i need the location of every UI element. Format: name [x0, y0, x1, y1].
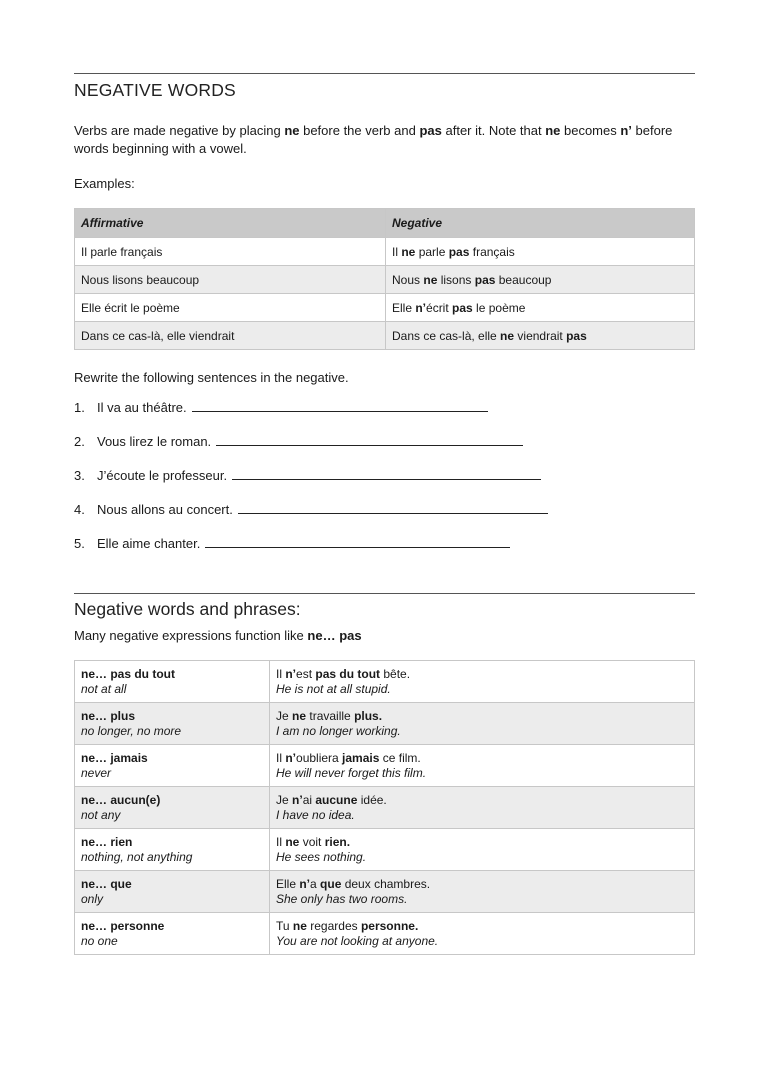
- table-row: [75, 703, 695, 745]
- answer-blank[interactable]: [232, 468, 541, 480]
- expression-cell: [75, 703, 270, 745]
- exercise-sentence: Elle aime chanter.: [97, 536, 201, 551]
- example-translation: He sees nothing.: [276, 850, 367, 864]
- affirmative-cell: Dans ce cas-là, elle viendrait: [75, 322, 386, 350]
- table-row: [75, 661, 695, 703]
- exercise-sentence: J’écoute le professeur.: [97, 468, 228, 483]
- example-cell: [270, 913, 695, 955]
- example-translation: She only has two rooms.: [276, 892, 408, 906]
- section-divider: [74, 73, 695, 74]
- affirmative-cell: Elle écrit le poème: [75, 294, 386, 322]
- example-sentence: Il ne voit rien.: [276, 835, 351, 849]
- expression-meaning: no one: [81, 934, 118, 948]
- table-row: [75, 913, 695, 955]
- examples-label: Examples:: [74, 176, 135, 191]
- example-cell: [270, 661, 695, 703]
- negative-cell: Elle n’écrit pas le poème: [386, 294, 695, 322]
- exercise-number: 4.: [74, 502, 85, 517]
- example-sentence: Je n’ai aucune idée.: [276, 793, 387, 807]
- example-translation: He will never forget this film.: [276, 766, 427, 780]
- expression-cell: [75, 661, 270, 703]
- expression-cell: [75, 787, 270, 829]
- expression: ne… personne: [81, 919, 165, 933]
- answer-blank[interactable]: [216, 434, 523, 446]
- expression-cell: [75, 913, 270, 955]
- exercise-instruction: Rewrite the following sentences in the negative.: [74, 370, 349, 385]
- table-row: [75, 871, 695, 913]
- answer-blank[interactable]: [192, 400, 488, 412]
- example-translation: You are not looking at anyone.: [276, 934, 439, 948]
- affirmative-cell: Il parle français: [75, 238, 386, 266]
- expression-meaning: never: [81, 766, 112, 780]
- expression-cell: [75, 871, 270, 913]
- expression-meaning: only: [81, 892, 104, 906]
- exercise-sentence: Il va au théâtre.: [97, 400, 187, 415]
- negative-phrases-table: [74, 660, 695, 955]
- table-row: [75, 266, 695, 294]
- expression-cell: [75, 745, 270, 787]
- exercise-item: [74, 434, 523, 449]
- expression: ne… rien: [81, 835, 133, 849]
- exercise-item: [74, 502, 548, 517]
- section2-title: Negative words and phrases:: [74, 599, 301, 619]
- exercise-item: [74, 536, 510, 551]
- expression: ne… aucun(e): [81, 793, 161, 807]
- example-cell: [270, 871, 695, 913]
- example-sentence: Je ne travaille plus.: [276, 709, 383, 723]
- expression: ne… pas du tout: [81, 667, 175, 681]
- exercise-sentence: Nous allons au concert.: [97, 502, 233, 517]
- section1-title: NEGATIVE WORDS: [74, 80, 236, 100]
- example-translation: He is not at all stupid.: [276, 682, 391, 696]
- example-sentence: Il n’oubliera jamais ce film.: [276, 751, 421, 765]
- expression-meaning: not at all: [81, 682, 127, 696]
- exercise-item: [74, 400, 488, 415]
- example-cell: [270, 787, 695, 829]
- expression-meaning: not any: [81, 808, 121, 822]
- answer-blank[interactable]: [205, 536, 510, 548]
- exercise-number: 1.: [74, 400, 85, 415]
- header-negative: Negative: [386, 209, 695, 238]
- example-cell: [270, 703, 695, 745]
- exercise-sentence: Vous lirez le roman.: [97, 434, 212, 449]
- negative-cell: Dans ce cas-là, elle ne viendrait pas: [386, 322, 695, 350]
- table-row: [75, 238, 695, 266]
- section1-intro: Verbs are made negative by placing ne before the verb and pas after it. Note that ne becomes n’ before words beginning with a vowel.: [74, 123, 673, 156]
- example-sentence: Il n’est pas du tout bête.: [276, 667, 411, 681]
- expression: ne… que: [81, 877, 132, 891]
- affirmative-cell: Nous lisons beaucoup: [75, 266, 386, 294]
- expression-cell: [75, 829, 270, 871]
- exercise-number: 2.: [74, 434, 85, 449]
- table-row: [75, 829, 695, 871]
- expression-meaning: nothing, not anything: [81, 850, 193, 864]
- example-sentence: Tu ne regardes personne.: [276, 919, 419, 933]
- section-divider: [74, 593, 695, 594]
- negative-cell: Il ne parle pas français: [386, 238, 695, 266]
- example-cell: [270, 745, 695, 787]
- exercise-item: [74, 468, 541, 483]
- answer-blank[interactable]: [238, 502, 548, 514]
- table-row: [75, 787, 695, 829]
- example-translation: I am no longer working.: [276, 724, 401, 738]
- negative-cell: Nous ne lisons pas beaucoup: [386, 266, 695, 294]
- section2-intro: Many negative expressions function like ne… pas: [74, 628, 362, 643]
- table-row: [75, 745, 695, 787]
- example-translation: I have no idea.: [276, 808, 355, 822]
- examples-table: [74, 208, 695, 350]
- table-row: [75, 294, 695, 322]
- header-affirmative: Affirmative: [75, 209, 386, 238]
- table-row: [75, 322, 695, 350]
- expression: ne… jamais: [81, 751, 148, 765]
- exercise-number: 5.: [74, 536, 85, 551]
- expression-meaning: no longer, no more: [81, 724, 182, 738]
- example-sentence: Elle n’a que deux chambres.: [276, 877, 431, 891]
- example-cell: [270, 829, 695, 871]
- exercise-number: 3.: [74, 468, 85, 483]
- expression: ne… plus: [81, 709, 136, 723]
